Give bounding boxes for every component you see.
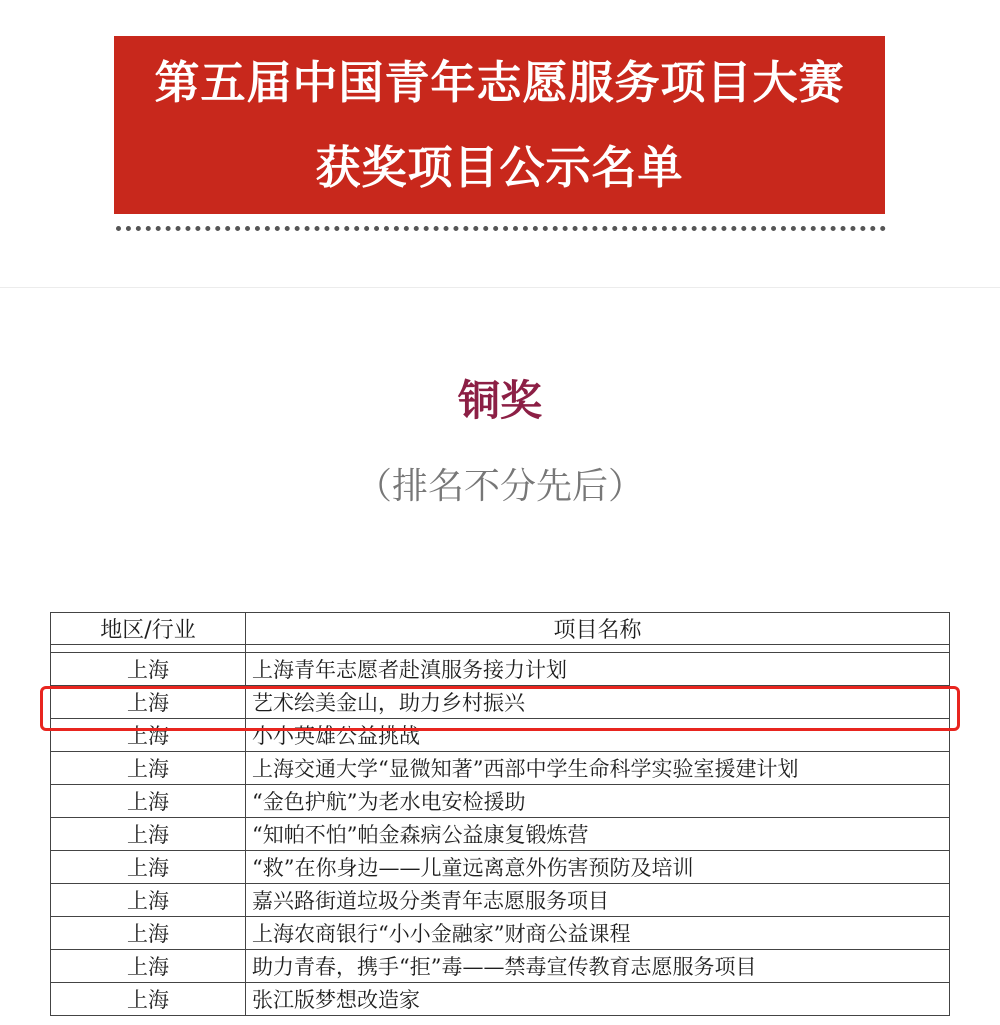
table-header-row: [51, 613, 950, 645]
table-row: [51, 983, 950, 1016]
region-cell: 上海: [51, 653, 246, 686]
project-name-cell: 上海农商银行“小小金融家”财商公益课程: [246, 917, 950, 950]
title-banner: [114, 36, 885, 214]
ranking-note: （排名不分先后）: [355, 466, 644, 507]
project-name-cell: 嘉兴路街道垃圾分类青年志愿服务项目: [246, 884, 950, 917]
region-cell: 上海: [51, 983, 246, 1016]
region-cell: 上海: [51, 950, 246, 983]
partial-row: [51, 645, 950, 653]
highlight-box: [40, 686, 960, 731]
banner-subtitle: 获奖项目公示名单: [315, 141, 684, 194]
award-table: [50, 612, 950, 1016]
region-cell: 上海: [51, 851, 246, 884]
project-name-cell: 张江版梦想改造家: [246, 983, 950, 1016]
region-cell: 上海: [51, 752, 246, 785]
project-name-cell: 上海青年志愿者赴滇服务接力计划: [246, 653, 950, 686]
project-name-cell: 助力青春，携手“拒”毒——禁毒宣传教育志愿服务项目: [246, 950, 950, 983]
header-region: 地区/行业: [51, 613, 246, 645]
table-row: [51, 653, 950, 686]
region-cell: 上海: [51, 818, 246, 851]
table-row: [51, 785, 950, 818]
table-row: [51, 950, 950, 983]
project-name-cell: 上海交通大学“显微知著”西部中学生命科学实验室援建计划: [246, 752, 950, 785]
region-cell: 上海: [51, 917, 246, 950]
table-row: [51, 752, 950, 785]
project-name-cell: “知帕不怕”帕金森病公益康复锻炼营: [246, 818, 950, 851]
project-name-cell: “救”在你身边——儿童远离意外伤害预防及培训: [246, 851, 950, 884]
table-row: [51, 917, 950, 950]
banner-title: 第五届中国青年志愿服务项目大赛: [154, 55, 845, 109]
table-row: [51, 818, 950, 851]
dotted-divider: [116, 226, 886, 231]
award-title: 铜奖: [457, 376, 542, 425]
region-cell: 上海: [51, 884, 246, 917]
table-row: [51, 851, 950, 884]
region-cell: 上海: [51, 686, 246, 719]
table-row: [51, 884, 950, 917]
region-cell: 上海: [51, 719, 246, 752]
section-divider: [0, 287, 1000, 288]
project-name-cell: 艺术绘美金山，助力乡村振兴: [246, 686, 950, 719]
project-name-cell: 小小英雄公益挑战: [246, 719, 950, 752]
region-cell: 上海: [51, 785, 246, 818]
project-name-cell: “金色护航”为老水电安检援助: [246, 785, 950, 818]
header-project-name: 项目名称: [246, 613, 950, 645]
